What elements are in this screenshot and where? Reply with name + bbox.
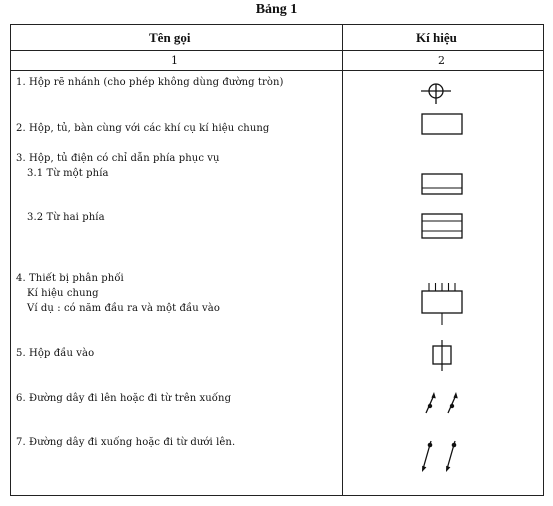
colnum-1: 1	[171, 54, 178, 67]
table-caption: Bảng 1	[255, 2, 298, 17]
two-side-service-symbol	[421, 213, 463, 239]
row-4-text: 4. Thiết bị phân phối	[16, 273, 124, 284]
row-1-text: 1. Hộp rẽ nhánh (cho phép không dùng đường tròn)	[16, 77, 284, 88]
colnum-2: 2	[438, 54, 445, 67]
column-divider	[342, 25, 343, 495]
row-5-text: 5. Hộp đầu vào	[16, 348, 95, 359]
line-down-symbol	[419, 437, 463, 473]
symbol-table	[10, 24, 544, 496]
junction-box-symbol	[421, 79, 451, 105]
colnum-divider	[11, 70, 543, 71]
row-6-text: 6. Đường dây đi lên hoặc đi từ trên xuống	[16, 393, 232, 404]
line-up-symbol	[423, 389, 463, 417]
input-box-symbol	[429, 339, 455, 373]
row-4-example-text: Ví dụ : có năm đầu ra và một đầu vào	[27, 303, 220, 314]
row-7-text: 7. Đường dây đi xuống hoặc đi từ dưới lên.	[16, 437, 236, 448]
row-3-1-text: 3.1 Từ một phía	[27, 168, 109, 179]
header-symbol: Kí hiệu	[416, 30, 457, 45]
box-cabinet-symbol	[421, 113, 463, 135]
header-divider	[11, 50, 543, 51]
distribution-device-symbol	[421, 281, 463, 327]
row-3-2-text: 3.2 Từ hai phía	[27, 212, 105, 223]
row-2-text: 2. Hộp, tủ, bàn cùng với các khí cụ kí hiệu chung	[16, 123, 270, 134]
header-name: Tên gọi	[149, 30, 191, 45]
one-side-service-symbol	[421, 173, 463, 195]
row-4-general-text: Kí hiệu chung	[27, 288, 99, 299]
row-3-text: 3. Hộp, tủ điện có chỉ dẫn phía phục vụ	[16, 153, 220, 164]
